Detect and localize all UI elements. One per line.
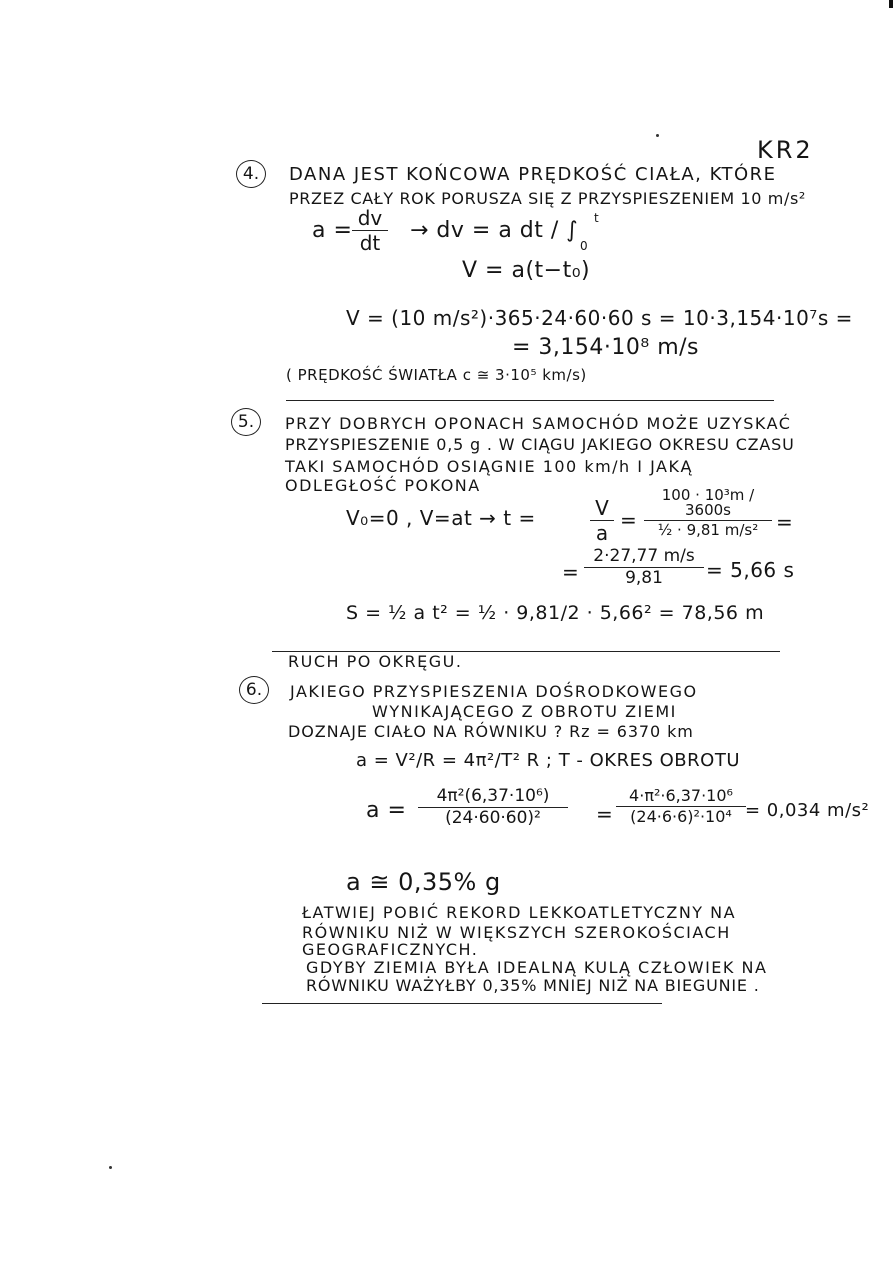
fraction-numerator: 4·π²·6,37·10⁶ [629, 786, 733, 805]
fraction-denominator: 9,81 [625, 568, 663, 588]
problem-4-statement-line-2: PRZEZ CAŁY ROK PORUSZA SIĘ Z PRZYSPIESZENIEM 10 m/s² [289, 189, 806, 208]
problem-5-eq-t-lhs: V₀=0 , V=at → t = [346, 506, 536, 530]
fraction-numerator: 2·27,77 m/s [593, 546, 695, 566]
problem-4-eq-v: V = a(t−t₀) [462, 258, 591, 283]
problem-4-eq-def-lhs: a = [312, 218, 353, 243]
page-code: KR2 [757, 136, 814, 164]
problem-6-eq-ratio: a ≅ 0,35% g [346, 868, 501, 896]
problem-4-eq-def-fraction [352, 208, 388, 253]
problem-6-conclusion-line-1: ŁATWIEJ POBIĆ REKORD LEKKOATLETYCZNY NA [302, 903, 737, 922]
problem-5-number: 5. [231, 408, 261, 436]
section-title-circular-motion: RUCH PO OKRĘGU. [288, 652, 463, 671]
scan-edge-mark [889, 0, 893, 8]
problem-4-eq-def-rhs: → dv = a dt / ∫ [410, 218, 579, 243]
problem-6-eq-calc-fraction-2 [616, 788, 746, 825]
fraction-numerator: 4π²(6,37·10⁶) [436, 786, 550, 806]
scan-speck [656, 134, 659, 137]
problem-6-eq-calc-fraction-1 [418, 788, 568, 827]
fraction-numerator: V [595, 496, 609, 520]
problem-6-eq-calc-lhs: a = [366, 798, 407, 823]
fraction-denominator: a [595, 521, 609, 545]
problem-6-statement-line-2: WYNIKAJĄCEGO Z OBROTU ZIEMI [372, 702, 677, 721]
problem-5-eq-s: S = ½ a t² = ½ · 9,81/2 · 5,66² = 78,56 m [346, 602, 765, 624]
problem-5-eq-t2-lead: = [562, 560, 580, 584]
problem-5-statement-line-4: ODLEGŁOŚĆ POKONA [285, 476, 481, 495]
problem-6-eq-calc-result: = 0,034 m/s² [745, 800, 870, 821]
problem-6-eq-calc-mid: = [596, 802, 614, 826]
problem-4-eq-calc-1: V = (10 m/s²)·365·24·60·60 s = 10·3,154·10⁷s = [346, 306, 853, 330]
problem-4-number: 4. [236, 160, 266, 188]
problem-6-conclusion-line-5: RÓWNIKU WAŻYŁBY 0,35% MNIEJ NIŻ NA BIEGUNIE . [306, 976, 760, 995]
divider-3 [262, 1003, 662, 1004]
problem-5-eq-t-fraction [590, 498, 614, 543]
problem-5-statement-line-1: PRZY DOBRYCH OPONACH SAMOCHÓD MOŻE UZYSKAĆ [285, 414, 792, 433]
problem-6-number: 6. [239, 676, 269, 704]
fraction-denominator: (24·60·60)² [445, 808, 541, 828]
divider-1 [286, 400, 774, 401]
fraction-denominator: dt [359, 231, 381, 255]
problem-6-statement-line-1: JAKIEGO PRZYSPIESZENIA DOŚRODKOWEGO [290, 682, 698, 701]
problem-5-eq-t2-fraction [584, 548, 704, 587]
problem-4-statement-line-1: DANA JEST KOŃCOWA PRĘDKOŚĆ CIAŁA, KTÓRE [289, 164, 777, 185]
scan-speck [109, 1166, 112, 1169]
problem-4-note: ( PRĘDKOŚĆ ŚWIATŁA c ≅ 3·10⁵ km/s) [286, 366, 587, 384]
integral-lower-limit: 0 [580, 239, 588, 253]
problem-6-eq-def: a = V²/R = 4π²/T² R ; T - OKRES OBROTU [356, 750, 740, 771]
problem-6-conclusion-line-3: GEOGRAFICZNYCH. [302, 940, 479, 959]
fraction-denominator: ½ · 9,81 m/s² [657, 521, 759, 539]
problem-6-statement-line-3: DOZNAJE CIAŁO NA RÓWNIKU ? Rz = 6370 km [288, 722, 694, 741]
problem-5-eq-t2-result: = 5,66 s [706, 558, 795, 582]
fraction-numerator: dv [357, 206, 383, 230]
fraction-numerator: 100 · 10³m / 3600s [661, 486, 755, 519]
problem-5-eq-t-big-fraction [644, 488, 772, 538]
problem-5-eq-t-equals: = [620, 508, 638, 532]
problem-5-eq-t-end: = [776, 510, 794, 534]
problem-5-statement-line-3: TAKI SAMOCHÓD OSIĄGNIE 100 km/h I JAKĄ [285, 457, 693, 476]
integral-upper-limit: t [594, 211, 599, 225]
problem-4-eq-calc-2: = 3,154·10⁸ m/s [512, 335, 700, 360]
problem-6-conclusion-line-2: RÓWNIKU NIŻ W WIĘKSZYCH SZEROKOŚCIACH [302, 923, 731, 942]
problem-6-conclusion-line-4: GDYBY ZIEMIA BYŁA IDEALNĄ KULĄ CZŁOWIEK NA [306, 958, 768, 977]
fraction-denominator: (24·6·6)²·10⁴ [630, 807, 732, 826]
problem-5-statement-line-2: PRZYSPIESZENIE 0,5 g . W CIĄGU JAKIEGO OKRESU CZASU [285, 435, 795, 454]
